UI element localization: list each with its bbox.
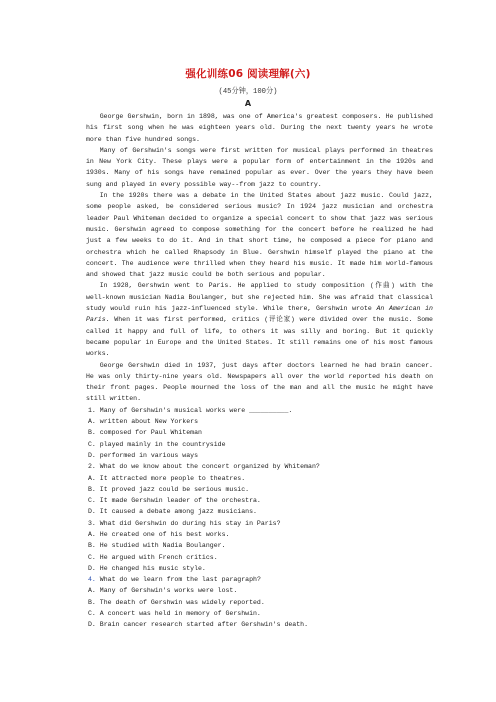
page-title: 强化训练06 阅读理解(六) [185, 68, 311, 80]
question-number: 4. [88, 576, 96, 584]
question-stem: 3. What did Gershwin do during his stay in Paris? [88, 519, 281, 527]
option-b[interactable]: B. The death of Gershwin was widely reported. [88, 598, 265, 606]
section-label: A [244, 99, 252, 108]
option-d[interactable]: D. Brain cancer research started after Gershwin's death. [88, 621, 309, 629]
passage-paragraph-1: George Gershwin, born in 1898, was one of America's greatest composers. He published his first song when he was eighteen years old. During the next twenty years he wrote more than five hundred songs. [86, 113, 433, 143]
option-a[interactable]: A. It attracted more people to theatres. [88, 474, 246, 482]
time-score-note: (45分钟，100分) [218, 88, 278, 96]
option-b[interactable]: B. It proved jazz could be serious music. [88, 485, 250, 493]
question-stem [86, 574, 433, 585]
option-c[interactable]: C. played mainly in the countryside [88, 440, 226, 448]
passage-paragraph-4 [86, 280, 433, 359]
question-stem-text: What do we learn from the last paragraph? [95, 576, 261, 584]
option-d[interactable]: D. He changed his music style. [88, 564, 206, 572]
passage-paragraph-5: George Gershwin died in 1937, just days after doctors learned he had brain cancer. He was only thirty-nine years old. Newspapers all over the world reported his death on their front pages. People mourned the loss of the man and all the music he might have still written. [86, 361, 433, 403]
option-b[interactable]: B. composed for Paul Whiteman [88, 429, 202, 437]
option-a[interactable]: A. written about New Yorkers [88, 418, 199, 426]
option-a[interactable]: A. He created one of his best works. [88, 530, 230, 538]
paragraph-4-text-a: In 1928, Gershwin went to Paris. He applied to study composition (作曲) with the well-known musician Nadia Boulanger, but she rejected him. She was afraid that classical study would ruin his jazz-influenced style. While there, Gershwin wrote [86, 282, 433, 313]
reading-body [86, 111, 433, 631]
question-2 [86, 461, 433, 517]
work-title-italic: An American in Paris [86, 305, 433, 324]
option-a[interactable]: A. Many of Gershwin's works were lost. [88, 587, 238, 595]
question-stem: 1. Many of Gershwin's musical works were __________. [88, 406, 293, 414]
option-c[interactable]: C. He argued with French critics. [88, 553, 218, 561]
question-stem: 2. What do we know about the concert organized by Whiteman? [88, 463, 320, 471]
option-d[interactable]: D. performed in various ways [88, 451, 199, 459]
passage-paragraph-3: In the 1920s there was a debate in the United States about jazz music. Could jazz, some people asked, be considered serious music? In 1924 jazz musician and orchestra leader Paul Whiteman decided to organize a special concert to show that jazz was serious music. Gershwin agreed to compose something for the concert before he realized he had just a few weeks to do it. And in that short time, he composed a piece for piano and orchestra which he called Rhapsody in Blue. Gershwin himself played the piano at the concert. The audience were thrilled when they heard his music. It made him world-famous and showed that jazz music could be both serious and popular. [86, 192, 433, 279]
option-b[interactable]: B. He studied with Nadia Boulanger. [88, 542, 226, 550]
option-c[interactable]: C. It made Gershwin leader of the orchestra. [88, 497, 261, 505]
question-1 [86, 405, 433, 461]
option-d[interactable]: D. It caused a debate among jazz musicians. [88, 508, 257, 516]
passage-paragraph-2: Many of Gershwin's songs were first written for musical plays performed in theatres in New York City. These plays were a popular form of entertainment in the 1920s and 1930s. Many of his songs have remained popular as ever. Over the years they have been sung and played in every possible way--from jazz to country. [86, 146, 433, 188]
question-3 [86, 518, 433, 574]
question-4 [86, 574, 433, 630]
paragraph-4-text-b: . When it was first performed, critics (评论家) were divided over the music. Some called it happy and full of life, to others it was silly and boring. But it quickly became popular in Europe and the United States. It still remains one of his most famous works. [86, 316, 433, 358]
option-c[interactable]: C. A concert was held in memory of Gershwin. [88, 610, 261, 618]
